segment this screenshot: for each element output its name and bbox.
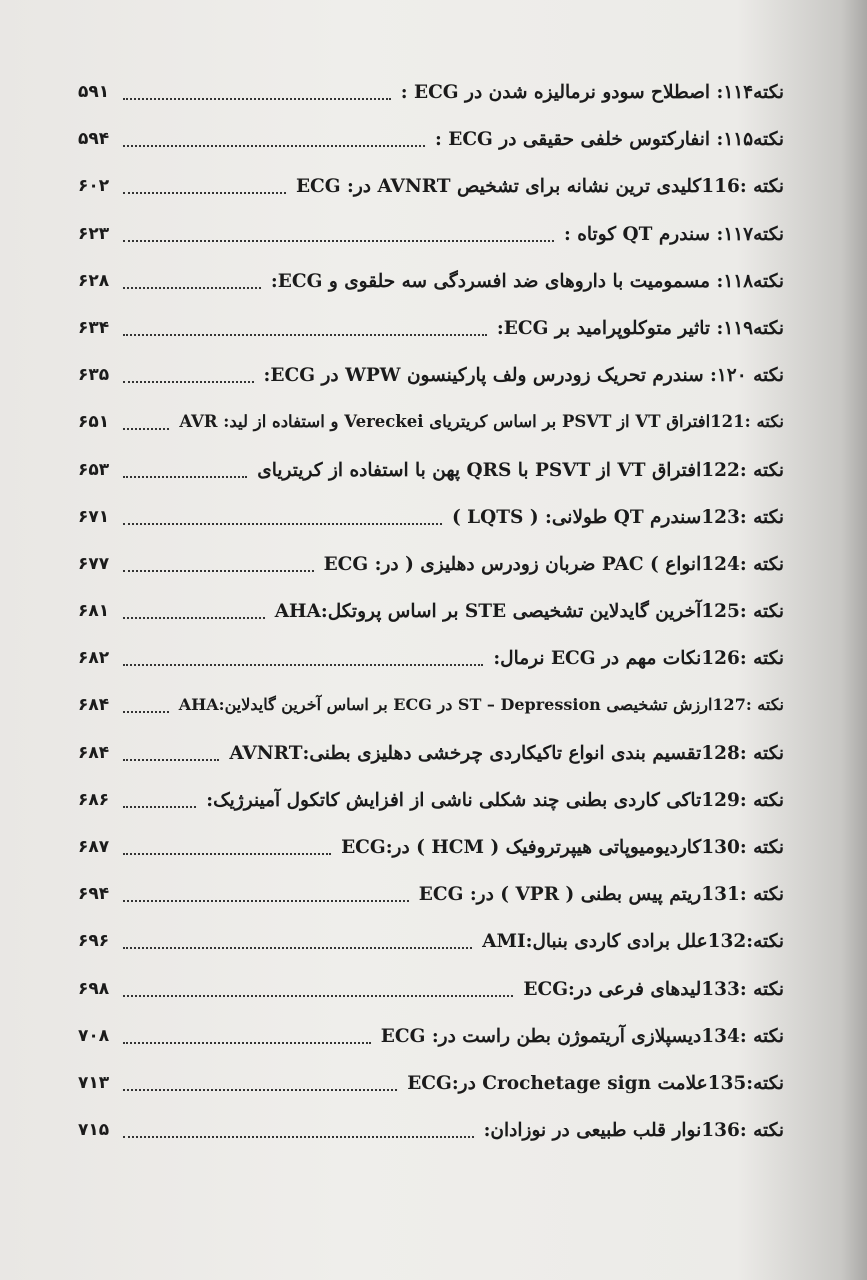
toc-dot-leader xyxy=(123,617,265,619)
toc-entry-title: نکته :130کاردیومیوپاتی هیپرتروفیک ( HCM ) در:ECG xyxy=(341,837,784,858)
toc-entry-title: نکته :122افتراق VT از PSVT با QRS پهن با استفاده از کریتریای xyxy=(257,459,784,481)
toc-entry-title: نکته۱۱۸: مسمومیت با داروهای ضد افسردگی سه حلقوی و ECG: xyxy=(270,270,784,292)
toc-dot-leader xyxy=(123,145,425,147)
toc-entry-title: نکته۱۱۴: اصطلاح سودو نرمالیزه شدن در ECG : xyxy=(400,82,784,103)
toc-entry-page-number: ۷۰۸ xyxy=(78,1025,110,1046)
toc-entry xyxy=(78,1112,784,1159)
toc-dot-leader xyxy=(123,853,331,855)
toc-dot-leader xyxy=(123,947,472,949)
toc-dot-leader xyxy=(123,759,219,761)
toc-entry xyxy=(78,310,784,357)
toc-entry xyxy=(78,357,784,404)
toc-entry-title: نکته :121افتراق VT از PSVT بر اساس کریتریای Vereckei و استفاده از لید: AVR xyxy=(179,412,784,432)
toc-entry xyxy=(78,216,784,263)
toc-entry-title: نکته۱۱۷: سندرم QT کوتاه : xyxy=(563,223,784,245)
toc-entry-page-number: ۶۰۲ xyxy=(78,176,110,197)
toc-entry xyxy=(78,168,784,215)
toc-entry-page-number: ۵۹۱ xyxy=(78,82,110,102)
toc-entry-title: نکته :124انواع ) PAC ضربان زودرس دهلیزی ( در: ECG xyxy=(323,553,784,575)
toc-dot-leader xyxy=(123,1042,371,1044)
toc-entry xyxy=(78,121,784,168)
toc-entry-title: نکته :129تاکی کاردی بطنی چند شکلی ناشی از افزایش کاتکول آمینرژیک: xyxy=(206,789,784,811)
toc-dot-leader xyxy=(123,476,247,478)
toc-entry-page-number: ۶۳۴ xyxy=(78,317,110,338)
toc-entry xyxy=(78,499,784,546)
toc-dot-leader xyxy=(123,98,391,100)
toc-entry xyxy=(78,404,784,451)
toc-dot-leader xyxy=(123,1089,397,1091)
toc-entry xyxy=(78,1065,784,1112)
toc-dot-leader xyxy=(123,334,487,336)
toc-entry xyxy=(78,829,784,876)
toc-entry-title: نکته :136نوار قلب طبیعی در نوزادان: xyxy=(483,1120,784,1142)
toc-entry-page-number: ۶۸۶ xyxy=(78,789,110,810)
toc-entry xyxy=(78,971,784,1018)
toc-entry xyxy=(78,263,784,310)
toc-dot-leader xyxy=(123,192,286,194)
toc-entry xyxy=(78,687,784,734)
toc-entry-page-number: ۶۹۴ xyxy=(78,884,110,905)
toc-entry-page-number: ۷۱۳ xyxy=(78,1072,110,1093)
toc-entry-page-number: ۶۹۸ xyxy=(78,978,110,999)
toc-entry xyxy=(78,923,784,970)
toc-entry-page-number: ۶۷۷ xyxy=(78,553,110,574)
toc-entry xyxy=(78,74,784,121)
toc-dot-leader xyxy=(123,287,261,289)
toc-dot-leader xyxy=(123,570,314,572)
toc-entry-title: نکته :128تقسیم بندی انواع تاکیکاردی چرخشی دهلیزی بطنی:AVNRT xyxy=(229,742,784,764)
toc-entry-page-number: ۶۸۱ xyxy=(78,601,110,622)
toc-dot-leader xyxy=(123,1136,474,1138)
toc-dot-leader xyxy=(123,240,554,242)
toc-entry-title: نکته :133لیدهای فرعی در:ECG xyxy=(523,978,784,1000)
toc-entry-title: نکته :126نکات مهم در ECG نرمال: xyxy=(493,648,784,670)
toc-entry xyxy=(78,1018,784,1065)
toc-entry xyxy=(78,593,784,640)
toc-dot-leader xyxy=(123,806,196,808)
toc-entry-page-number: ۶۷۱ xyxy=(78,506,110,527)
toc-entry xyxy=(78,735,784,782)
toc-entry-title: نکته :123سندرم QT طولانی: ( LQTS ) xyxy=(451,506,784,528)
toc-dot-leader xyxy=(123,381,254,383)
toc-entry-title: نکته:135علامت Crochetage sign در:ECG xyxy=(407,1072,784,1094)
toc-entry-title: نکته ۱۲۰: سندرم تحریک زودرس ولف پارکینسون WPW در ECG: xyxy=(263,365,784,387)
toc-entry-page-number: ۶۸۷ xyxy=(78,837,110,857)
toc-entry-page-number: ۶۵۳ xyxy=(78,459,110,480)
toc-entry-page-number: ۶۵۱ xyxy=(78,412,110,433)
toc-dot-leader xyxy=(123,428,169,430)
toc-entry-page-number: ۶۹۶ xyxy=(78,931,110,952)
toc-entry-title: نکته۱۱۵: انفارکتوس خلفی حقیقی در ECG : xyxy=(434,129,784,151)
toc-dot-leader xyxy=(123,523,442,525)
toc-entry-title: نکته :127ارزش تشخیصی ST – Depression در ECG بر اساس آخرین گایدلاین:AHA xyxy=(178,695,784,715)
toc-entry-title: نکته :125آخرین گایدلاین تشخیصی STE بر اساس پروتکل:AHA xyxy=(274,601,784,623)
toc-entry-title: نکته :116کلیدی ترین نشانه برای تشخیص AVNRT در: ECG xyxy=(295,176,784,198)
toc-entry-page-number: ۵۹۴ xyxy=(78,129,110,150)
toc-entry-page-number: ۷۱۵ xyxy=(78,1120,110,1141)
toc-dot-leader xyxy=(123,711,169,713)
toc-entry-title: نکته:132علل برادی کاردی بنبال:AMI xyxy=(482,931,784,953)
toc-entry-title: نکته۱۱۹: تاثیر متوکلوپرامید بر ECG: xyxy=(496,317,784,339)
toc-entry-page-number: ۶۸۲ xyxy=(78,648,110,669)
toc-entry-title: نکته :131ریتم پیس بطنی ( VPR ) در: ECG xyxy=(418,884,784,906)
toc-entry-title: نکته :134دیسپلازی آریتموژن بطن راست در: ECG xyxy=(380,1025,784,1047)
toc-entry xyxy=(78,876,784,923)
toc-entry xyxy=(78,546,784,593)
toc-entry-page-number: ۶۸۴ xyxy=(78,742,110,763)
table-of-contents xyxy=(78,74,784,1159)
toc-entry xyxy=(78,452,784,499)
toc-entry xyxy=(78,640,784,687)
toc-dot-leader xyxy=(123,900,409,902)
toc-entry-page-number: ۶۲۸ xyxy=(78,270,110,291)
toc-entry xyxy=(78,782,784,829)
toc-entry-page-number: ۶۳۵ xyxy=(78,365,110,386)
toc-entry-page-number: ۶۲۳ xyxy=(78,223,110,244)
toc-dot-leader xyxy=(123,664,483,666)
toc-entry-page-number: ۶۸۴ xyxy=(78,695,110,716)
toc-dot-leader xyxy=(123,995,513,997)
